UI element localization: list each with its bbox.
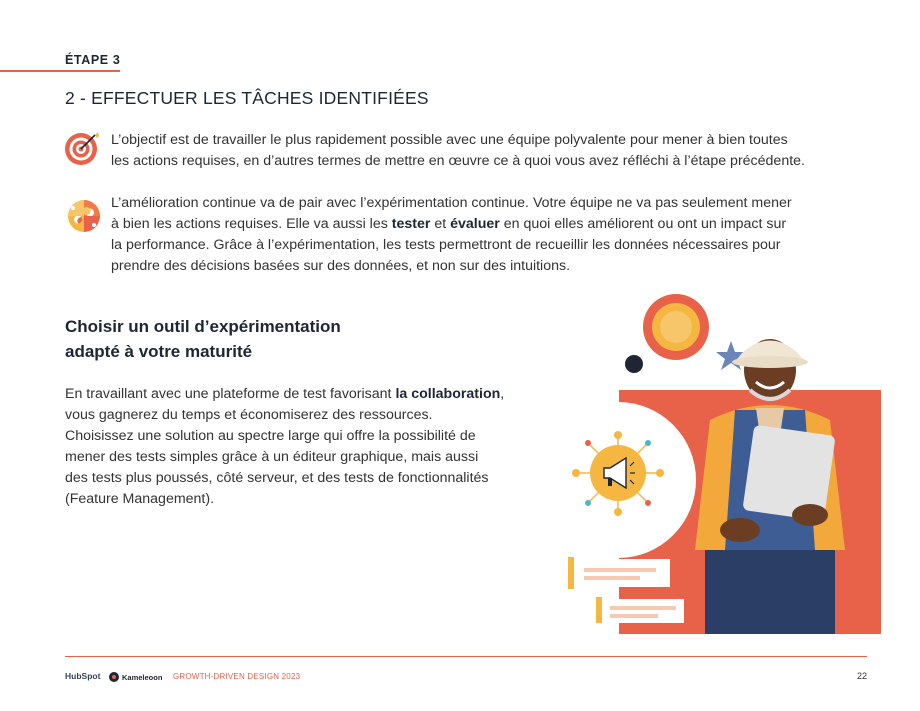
body-line3: Choisissez une solution au spectre large qui offre la possibilité de	[65, 428, 476, 444]
paragraph-objective-line2: les actions requises, en d’autres termes de mettre en œuvre ce à quoi vous avez réfléchi à l’étape précédente.	[111, 153, 805, 169]
subsection-heading-line2: adapté à votre maturité	[65, 342, 253, 361]
target-icon	[64, 130, 100, 166]
paragraph-improvement-line1: L’amélioration continue va de pair avec l’expérimentation continue. Votre équipe ne va pas seulement mener	[111, 195, 792, 211]
megaphone-hub-graphic	[572, 431, 664, 516]
chat-card-graphic-1	[568, 557, 670, 589]
section-title: 2 - EFFECTUER LES TÂCHES IDENTIFIÉES	[65, 88, 429, 108]
puzzle-icon	[64, 196, 104, 236]
kameleoon-logo-icon	[109, 672, 119, 682]
body-line2: vous gagnerez du temps et économiserez des ressources.	[65, 407, 433, 423]
paragraph-improvement-line2a: à bien les actions requises. Elle va aussi les	[111, 216, 392, 232]
footer-divider	[65, 656, 867, 657]
paragraph-objective-line1: L’objectif est de travailler le plus rapidement possible avec une équipe polyvalente pour mener à bien toutes	[111, 132, 788, 148]
emphasis-tester: tester	[391, 216, 431, 232]
paragraph-improvement-line2e: en quoi elles améliorent ou ont un impact sur	[499, 216, 787, 232]
person-photo	[695, 339, 845, 634]
step-underline	[0, 70, 120, 72]
body-line1a: En travaillant avec une plateforme de test favorisant	[65, 386, 396, 402]
footer	[65, 670, 867, 686]
paragraph-objective	[111, 130, 871, 172]
body-line5: des tests plus poussés, côté serveur, et des tests de fonctionnalités	[65, 470, 489, 486]
paragraph-improvement-line2c: et	[430, 216, 451, 232]
hubspot-logo: HubSpot	[65, 671, 101, 681]
body-line6: (Feature Management).	[65, 491, 215, 507]
chat-card-graphic-2	[596, 597, 684, 623]
step-label: ÉTAPE 3	[65, 53, 121, 67]
navy-dot	[625, 355, 643, 373]
kameleoon-logo	[109, 670, 162, 684]
publication-title: GROWTH-DRIVEN DESIGN 2023	[173, 672, 301, 681]
sun-circles-graphic	[643, 294, 709, 360]
paragraph-improvement-line3: la performance. Grâce à l’expérimentation, les tests permettront de recueillir les données nécessaires pour	[111, 237, 781, 253]
emphasis-collaboration: la collaboration	[395, 386, 501, 402]
emphasis-evaluer: évaluer	[450, 216, 500, 232]
kameleoon-logo-text: Kameleoon	[122, 672, 163, 682]
hero-illustration	[560, 290, 890, 640]
paragraph-improvement-line4: prendre des décisions basées sur des données, et non sur des intuitions.	[111, 258, 571, 274]
subsection-heading	[65, 314, 445, 364]
page-number: 22	[856, 671, 867, 681]
subsection-heading-line1: Choisir un outil d’expérimentation	[65, 317, 341, 336]
paragraph-continuous-improvement	[111, 193, 871, 277]
body-line4: mener des tests simples grâce à un éditeur graphique, mais aussi	[65, 449, 479, 465]
subsection-body	[65, 384, 545, 510]
body-line1c: ,	[500, 386, 505, 402]
